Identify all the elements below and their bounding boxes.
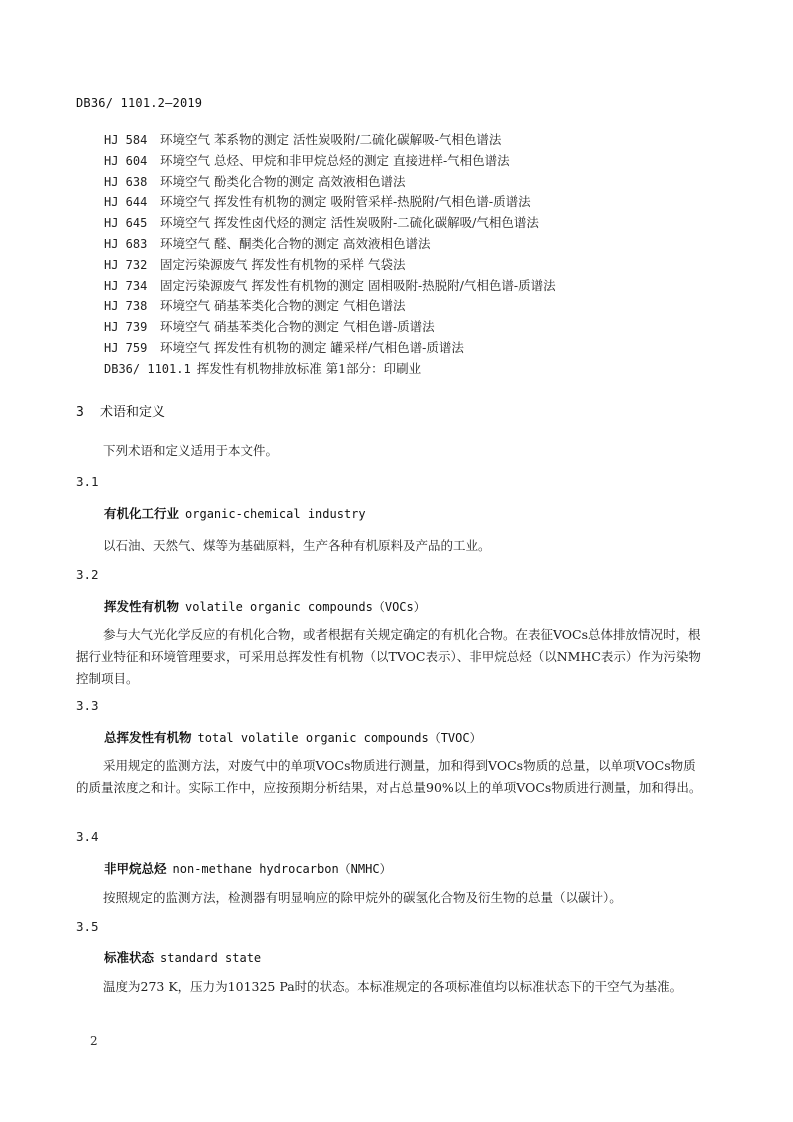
term-number: 3.3	[76, 698, 99, 713]
reference-item	[104, 359, 744, 380]
reference-item	[104, 130, 744, 151]
reference-title: 环境空气 硝基苯类化合物的测定 气相色谱法	[160, 298, 406, 314]
term-definition: 采用规定的监测方法，对废气中的单项VOCs物质进行测量，加和得到VOCs物质的总量，以单项VOCs物质的质量浓度之和计。实际工作中，应按预期分析结果，对占总量90%以上的单项VOCs物质进行测量，加和得出。	[76, 758, 702, 795]
normative-references-list	[104, 130, 744, 380]
reference-item	[104, 276, 744, 297]
term-zh: 标准状态	[104, 950, 155, 965]
reference-code: HJ 604	[104, 153, 148, 168]
reference-code: HJ 683	[104, 236, 148, 251]
section-heading	[76, 401, 165, 420]
reference-code: HJ 584	[104, 133, 148, 147]
section-number: 3	[76, 405, 84, 420]
reference-title: 环境空气 挥发性有机物的测定 吸附管采样-热脱附/气相色谱-质谱法	[160, 194, 531, 210]
reference-code: HJ 738	[104, 299, 148, 314]
reference-item	[104, 192, 744, 213]
reference-code: HJ 644	[104, 195, 148, 210]
reference-code: HJ 734	[104, 278, 148, 293]
reference-code: HJ 759	[104, 340, 148, 355]
reference-item	[104, 234, 744, 255]
section-title: 术语和定义	[100, 405, 166, 420]
term-zh: 挥发性有机物	[104, 599, 180, 614]
reference-title: 挥发性有机物排放标准 第1部分：印刷业	[196, 360, 422, 376]
term-definition: 以石油、天然气、煤等为基础原料，生产各种有机原料及产品的工业。	[103, 538, 491, 553]
term-en: standard state	[160, 951, 262, 965]
term-en: non-methane hydrocarbon（NMHC）	[172, 862, 392, 876]
term-en: organic-chemical industry	[185, 507, 366, 521]
reference-code: HJ 638	[104, 174, 148, 189]
reference-title: 环境空气 苯系物的测定 活性炭吸附/二硫化碳解吸-气相色谱法	[160, 132, 502, 147]
reference-code: HJ 739	[104, 320, 148, 335]
term-title	[104, 948, 261, 966]
reference-title: 固定污染源废气 挥发性有机物的采样 气袋法	[160, 256, 406, 272]
reference-code: DB36/ 1101.1	[104, 361, 191, 376]
term-title	[104, 728, 482, 746]
term-title	[104, 597, 426, 615]
reference-title: 固定污染源废气 挥发性有机物的测定 固相吸附-热脱附/气相色谱-质谱法	[160, 277, 556, 293]
term-zh: 总挥发性有机物	[104, 730, 192, 745]
term-definition: 按照规定的监测方法，检测器有明显响应的除甲烷外的碳氢化合物及衍生物的总量（以碳计）。	[103, 890, 622, 905]
reference-item	[104, 338, 744, 359]
reference-code: HJ 732	[104, 257, 148, 272]
reference-item	[104, 151, 744, 172]
term-zh: 有机化工行业	[104, 506, 180, 521]
reference-code: HJ 645	[104, 216, 148, 231]
reference-title: 环境空气 硝基苯类化合物的测定 气相色谱-质谱法	[160, 319, 435, 335]
term-title	[104, 859, 392, 877]
term-number: 3.2	[76, 567, 99, 582]
reference-title: 环境空气 挥发性有机物的测定 罐采样/气相色谱-质谱法	[160, 339, 464, 355]
reference-item	[104, 213, 744, 234]
term-number: 3.1	[76, 474, 99, 489]
reference-title: 环境空气 挥发性卤代烃的测定 活性炭吸附-二硫化碳解吸/气相色谱法	[160, 215, 539, 231]
reference-item	[104, 172, 744, 193]
reference-title: 环境空气 总烃、甲烷和非甲烷总烃的测定 直接进样-气相色谱法	[160, 152, 510, 168]
reference-title: 环境空气 酚类化合物的测定 高效液相色谱法	[160, 173, 406, 189]
term-number: 3.5	[76, 919, 99, 934]
term-en: volatile organic compounds（VOCs）	[185, 600, 426, 614]
term-title	[104, 504, 366, 522]
term-definition: 温度为273 K，压力为101325 Pa时的状态。本标准规定的各项标准值均以标准状态下的干空气为基准。	[103, 979, 683, 994]
term-definition: 参与大气光化学反应的有机化合物，或者根据有关规定确定的有机化合物。在表征VOCs总体排放情况时，根据行业特征和环境管理要求，可采用总挥发性有机物（以TVOC表示）、非甲烷总烃（以NMHC表示）作为污染物控制项目。	[76, 627, 701, 686]
section-intro: 下列术语和定义适用于本文件。	[103, 443, 279, 458]
page-number: 2	[90, 1034, 98, 1048]
reference-title: 环境空气 醛、酮类化合物的测定 高效液相色谱法	[160, 235, 431, 251]
document-header: DB36/ 1101.2—2019	[76, 96, 203, 110]
reference-item	[104, 255, 744, 276]
term-zh: 非甲烷总烃	[104, 861, 167, 876]
reference-item	[104, 296, 744, 317]
term-number: 3.4	[76, 829, 99, 844]
term-en: total volatile organic compounds（TVOC）	[197, 731, 482, 745]
reference-item	[104, 317, 744, 338]
